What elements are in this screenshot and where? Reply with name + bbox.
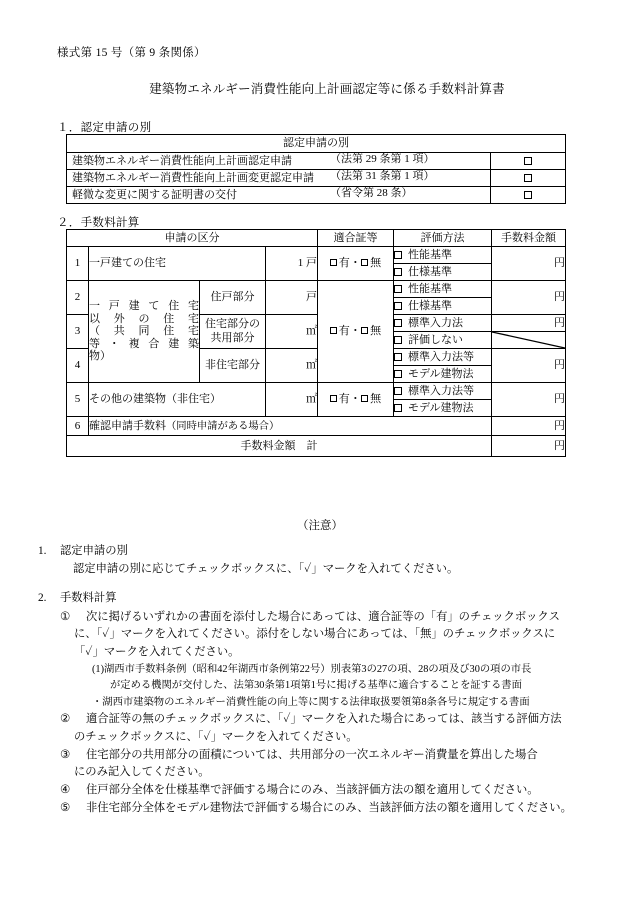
row-category-merged-2-4	[89, 281, 200, 383]
row-unit-5: ㎡	[266, 383, 318, 417]
eval-label: モデル建物法	[408, 401, 474, 414]
application-type-text-1: 建築物エネルギー消費性能向上計画認定申請	[72, 154, 292, 167]
row-fee-3-not-applicable	[492, 332, 566, 349]
checkbox-icon[interactable]	[524, 174, 532, 182]
eval-label: モデル建物法	[408, 367, 474, 380]
row-eval-5b[interactable]	[394, 400, 492, 417]
subitem-line: 適合証等の無のチェックボックスに、「✓」マークを入れた場合にあっては、該当する評価方法	[86, 712, 562, 725]
table-row	[67, 170, 566, 187]
row-fee-3[interactable]: 円	[492, 315, 566, 332]
subcategory-line: 共用部分	[210, 331, 255, 344]
category-line: （共同住宅	[89, 325, 199, 338]
application-type-law-1: （法第 29 条第 1 項）	[330, 153, 435, 165]
checkbox-icon[interactable]	[394, 387, 402, 395]
application-type-text-2: 建築物エネルギー消費性能向上計画変更認定申請	[72, 171, 314, 184]
checkbox-icon[interactable]	[361, 327, 368, 334]
certificate-yes-label: 有	[338, 393, 350, 406]
row-fee-5[interactable]: 円	[492, 383, 566, 417]
row-fee-4[interactable]: 円	[492, 349, 566, 383]
subcategory-line: 住宅部分の	[205, 317, 260, 330]
total-label: 手数料金額 計	[67, 436, 492, 457]
bullet-text: 湖西市手数料条例（昭和42年湖西市条例第22号）別表第3の27の項、28の項及び30の項の市長	[104, 664, 532, 676]
subitem-bullet-line	[92, 695, 594, 711]
section-2-label: ２．手数料計算	[57, 217, 140, 229]
application-type-name-3	[67, 187, 491, 204]
table-row	[67, 187, 566, 204]
checkbox-icon[interactable]	[394, 251, 402, 259]
table2-header-row	[67, 230, 566, 247]
checkbox-icon[interactable]	[330, 259, 337, 266]
row-no-6: 6	[67, 417, 89, 436]
application-type-name-1	[67, 153, 491, 170]
row-fee-6[interactable]: 円	[492, 417, 566, 436]
row-eval-1b[interactable]	[394, 264, 492, 281]
row-certificate-1[interactable]	[318, 247, 394, 281]
note-marker: 1.	[38, 545, 47, 557]
subitem-line: にのみ記入してください。	[74, 766, 210, 779]
checkbox-icon[interactable]	[394, 370, 402, 378]
application-type-law-2: （法第 31 条第 1 項）	[330, 170, 435, 182]
checkbox-icon[interactable]	[394, 353, 402, 361]
certificate-no-label: 無	[370, 393, 382, 406]
note-item-2	[38, 590, 594, 818]
checkbox-icon[interactable]	[394, 302, 402, 310]
note-subitem-1	[60, 609, 594, 711]
note-marker: 2.	[38, 591, 47, 604]
category-line: 以外の住宅	[89, 312, 199, 325]
eval-label: 性能基準	[408, 248, 452, 261]
row-category-5: その他の建築物（非住宅）	[89, 383, 266, 417]
row-eval-2b[interactable]	[394, 298, 492, 315]
row-eval-4b[interactable]	[394, 366, 492, 383]
row-subcategory-3	[200, 315, 266, 349]
form-number: 様式第 15 号（第 9 条関係）	[57, 47, 206, 59]
row-unit-2: 戸	[266, 281, 318, 315]
certificate-yes-label: 有	[338, 257, 350, 270]
table-row	[67, 417, 566, 436]
eval-label: 性能基準	[408, 282, 452, 295]
row-category-1: 一戸建ての住宅	[89, 247, 266, 281]
notes-heading: （注意）	[297, 520, 343, 532]
bullet-text: 湖西市建築物のエネルギー消費性能の向上等に関する法律取扱要領第8条各号に規定する書面	[102, 696, 530, 708]
checkbox-icon[interactable]	[330, 327, 337, 334]
eval-label: 標準入力法等	[408, 384, 474, 397]
row-unit-4: ㎡	[266, 349, 318, 383]
certificate-no-label: 無	[370, 325, 382, 338]
row-eval-4a[interactable]	[394, 349, 492, 366]
subitem-line: 「✓」マークを入れてください。	[74, 646, 240, 659]
checkbox-icon[interactable]	[394, 268, 402, 276]
table-header-row	[67, 135, 566, 153]
category-line: 等・複合建築	[89, 337, 199, 350]
row-unit-3: ㎡	[266, 315, 318, 349]
subitem-marker: ①	[60, 610, 71, 623]
certificate-separator: ・	[349, 325, 362, 338]
note-body: 認定申請の別に応じてチェックボックスに、「✓」マークを入れてください。	[73, 562, 459, 575]
checkbox-icon[interactable]	[394, 319, 402, 327]
table-row	[67, 383, 566, 400]
row-category-6	[89, 417, 492, 436]
header-evaluation: 評価方法	[394, 230, 492, 247]
notes-spacer	[38, 579, 594, 588]
checkbox-icon[interactable]	[361, 259, 368, 266]
row-subcategory-2: 住戸部分	[200, 281, 266, 315]
row-eval-3a[interactable]	[394, 315, 492, 332]
row-unit-1: 1 戸	[266, 247, 318, 281]
row-no-1: 1	[67, 247, 89, 281]
subitem-line: 住宅部分の共用部分の面積については、共用部分の一次エネルギー消費量を算出した場合	[86, 748, 538, 761]
note-title: 認定申請の別	[60, 545, 128, 557]
subitem-bullet-line	[92, 662, 594, 678]
table-row	[67, 153, 566, 170]
row-eval-5a[interactable]	[394, 383, 492, 400]
subitem-marker: ④	[60, 784, 71, 797]
row-eval-3b[interactable]	[394, 332, 492, 349]
diagonal-strike-icon	[492, 332, 565, 348]
table-row	[67, 281, 566, 298]
row-subcategory-4: 非住宅部分	[200, 349, 266, 383]
eval-label: 評価しない	[408, 333, 463, 346]
bullet-marker: ・	[92, 696, 103, 708]
application-type-law-3: （省令第 28 条）	[330, 187, 413, 199]
category-line: 一戸建て住宅	[89, 299, 199, 312]
eval-label: 仕様基準	[408, 265, 452, 278]
application-type-checkbox-3[interactable]	[491, 187, 566, 204]
header-fee: 手数料金額	[492, 230, 566, 247]
document-title: 建築物エネルギー消費性能向上計画認定等に係る手数料計算書	[149, 82, 505, 96]
checkbox-icon[interactable]	[361, 395, 368, 402]
certificate-separator: ・	[349, 257, 362, 270]
application-type-table	[66, 134, 566, 204]
fee-calculation-table	[66, 229, 566, 457]
note-subitem-5	[60, 800, 594, 818]
table-row	[67, 247, 566, 264]
subitem-bullet-line: が定める機関が交付した、法第30条第1項第1号に掲げる基準に適合することを証する書面	[110, 680, 522, 692]
checkbox-icon[interactable]	[330, 395, 337, 402]
eval-label: 仕様基準	[408, 299, 452, 312]
checkbox-icon[interactable]	[524, 157, 532, 165]
certificate-separator: ・	[349, 393, 362, 406]
application-type-name-2	[67, 170, 491, 187]
subitem-line: 住戸部分全体を仕様基準で評価する場合にのみ、当該評価方法の額を適用してください。	[86, 784, 539, 797]
subitem-marker: ③	[60, 748, 71, 761]
row-eval-1a[interactable]	[394, 247, 492, 264]
checkbox-icon[interactable]	[394, 285, 402, 293]
row-eval-2a[interactable]	[394, 281, 492, 298]
eval-label: 標準入力法等	[408, 350, 474, 363]
application-type-checkbox-2[interactable]	[491, 170, 566, 187]
checkbox-icon[interactable]	[394, 336, 402, 344]
header-certificate: 適合証等	[318, 230, 394, 247]
note-subitem-4	[60, 782, 594, 800]
eval-label: 標準入力法	[408, 316, 463, 329]
subitem-line: のチェックボックスに、「✓」マークを入れてください。	[74, 730, 358, 743]
confirmation-fee-label: 確認申請手数料	[89, 419, 166, 432]
row-certificate-5[interactable]	[318, 383, 394, 417]
subitem-line: に、「✓」マークを入れてください。添付をしない場合にあっては、「無」のチェックボックスに	[74, 628, 556, 641]
row-no-4: 4	[67, 349, 89, 383]
header-category: 申請の区分	[67, 230, 318, 247]
certificate-no-label: 無	[370, 257, 382, 270]
note-title: 手数料計算	[60, 591, 117, 604]
confirmation-fee-note: （同時申請がある場合）	[166, 420, 280, 432]
category-line: 物）	[89, 350, 111, 363]
row-no-2: 2	[67, 281, 89, 315]
note-subitem-2	[60, 711, 594, 747]
table1-header-cell: 認定申請の別	[67, 135, 566, 153]
subitem-marker: ⑤	[60, 802, 71, 815]
application-type-text-3: 軽微な変更に関する証明書の交付	[72, 188, 237, 201]
subitem-marker: ②	[60, 712, 71, 725]
section-1-label: １．認定申請の別	[57, 122, 152, 134]
row-no-3: 3	[67, 315, 89, 349]
bullet-marker: (1)	[92, 664, 105, 676]
row-fee-2[interactable]: 円	[492, 281, 566, 315]
row-fee-1[interactable]: 円	[492, 247, 566, 281]
note-subitem-3	[60, 747, 594, 783]
table-total-row	[67, 436, 566, 457]
application-type-checkbox-1[interactable]	[491, 153, 566, 170]
checkbox-icon[interactable]	[524, 191, 532, 199]
note-item-1	[38, 543, 594, 579]
notes-section	[38, 541, 594, 818]
subitem-line: 非住宅部分全体をモデル建物法で評価する場合にのみ、当該評価方法の額を適用してください。	[86, 802, 572, 815]
total-fee[interactable]: 円	[492, 436, 566, 457]
row-no-5: 5	[67, 383, 89, 417]
certificate-yes-label: 有	[338, 325, 350, 338]
row-certificate-2-4[interactable]	[318, 281, 394, 383]
checkbox-icon[interactable]	[394, 404, 402, 412]
subitem-line: 次に掲げるいずれかの書面を添付した場合にあっては、適合証等の「有」のチェックボックス	[86, 610, 560, 623]
